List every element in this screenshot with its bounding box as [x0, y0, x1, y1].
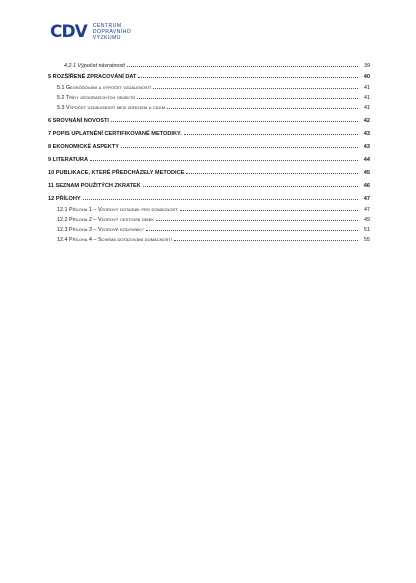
toc-entry-title: 12.1 Příloha 1 – Vzorový dotazník pro domácnost	[57, 207, 178, 213]
toc-leader-dots	[167, 104, 358, 109]
toc-leader-dots	[137, 94, 358, 99]
logo-line: VÝZKUMU	[92, 35, 121, 41]
toc-entry-title: 12.3 Příloha 3 – Vzorové kódovníky	[57, 227, 144, 233]
toc-entry-title: 12.4 Příloha 4 – Schéma dotazování domácnosti	[57, 237, 172, 243]
toc-entry[interactable]	[48, 206, 370, 214]
toc-entry-page: 43	[363, 131, 370, 137]
toc-entry-page: 39	[364, 63, 370, 69]
logo-line: DOPRAVNÍHO	[92, 29, 132, 35]
toc-entry-page: 47	[364, 207, 370, 213]
toc-entry-page: 44	[363, 157, 370, 163]
toc-entry-page: 51	[364, 227, 370, 233]
toc-entry-title: 9 LITERATURA	[48, 157, 88, 163]
toc-entry[interactable]	[48, 216, 370, 224]
toc-leader-dots	[143, 182, 358, 187]
toc-entry-page: 55	[364, 237, 370, 243]
toc-entry[interactable]	[48, 130, 370, 138]
toc-entry[interactable]	[48, 117, 370, 125]
logo-text	[93, 23, 132, 41]
toc-entry-title: 10 PUBLIKACE, KTERÉ PŘEDCHÁZELY METODICE	[48, 170, 185, 176]
toc-entry-page: 41	[364, 105, 370, 111]
toc-entry-page: 45	[363, 170, 370, 176]
toc-leader-dots	[90, 156, 358, 161]
toc-entry-page: 49	[364, 217, 370, 223]
toc-entry-page: 41	[364, 85, 370, 91]
toc-leader-dots	[156, 216, 358, 221]
toc-leader-dots	[121, 143, 358, 148]
logo-mark: CDV	[50, 22, 87, 42]
toc-leader-dots	[174, 236, 358, 241]
toc-leader-dots	[180, 206, 358, 211]
toc-entry[interactable]	[48, 195, 370, 203]
toc-entry[interactable]	[48, 226, 370, 234]
toc-entry-page: 41	[364, 95, 370, 101]
toc-leader-dots	[83, 195, 358, 200]
toc-entry-title: 5.2 Třídy geografických objektů	[57, 95, 136, 101]
cdv-logo	[50, 22, 131, 42]
toc-entry-title: 4.2.1 Výpočet návratnosti	[64, 63, 125, 69]
toc-entry[interactable]	[48, 94, 370, 102]
toc-entry[interactable]	[48, 182, 370, 190]
toc-entry[interactable]	[48, 143, 370, 151]
toc-entry-page: 40	[363, 74, 370, 80]
table-of-contents	[48, 62, 370, 244]
toc-entry-page: 46	[363, 183, 370, 189]
toc-entry-title: 5 ROZŠÍŘENÉ ZPRACOVÁNÍ DAT	[48, 74, 137, 80]
toc-leader-dots	[146, 226, 358, 231]
toc-entry[interactable]	[48, 236, 370, 244]
toc-entry-title: 12 PŘÍLOHY	[48, 196, 81, 202]
toc-entry-title: 7 POPIS UPLATNĚNÍ CERTIFIKOVANÉ METODIKY.	[48, 131, 182, 137]
toc-entry[interactable]	[48, 169, 370, 177]
toc-leader-dots	[138, 73, 358, 78]
toc-entry-title: 11 SEZNAM POUŽITÝCH ZKRATEK	[48, 183, 141, 189]
toc-entry-title: 6 SROVNÁNÍ NOVOSTI	[48, 118, 109, 124]
toc-entry[interactable]	[48, 104, 370, 112]
toc-entry-title: 12.2 Příloha 2 – Vzorový cestovní deník	[57, 217, 155, 223]
toc-leader-dots	[111, 117, 358, 122]
toc-entry-page: 47	[363, 196, 370, 202]
toc-entry[interactable]	[48, 156, 370, 164]
toc-entry[interactable]	[48, 84, 370, 92]
toc-entry-title: 8 EKONOMICKÉ ASPEKTY	[48, 144, 119, 150]
toc-entry[interactable]	[48, 62, 370, 70]
toc-leader-dots	[184, 130, 358, 135]
toc-leader-dots	[127, 62, 358, 67]
toc-leader-dots	[186, 169, 358, 174]
toc-leader-dots	[153, 84, 358, 89]
toc-entry-page: 43	[363, 144, 370, 150]
toc-entry-title: 5.1 Geokódování a výpočet vzdáleností	[57, 85, 152, 91]
logo-line: CENTRUM	[92, 23, 122, 29]
toc-entry[interactable]	[48, 73, 370, 81]
toc-entry-title: 5.3 Výpočet vzdálenosti mezi zdrojem a cílem	[57, 105, 166, 111]
toc-entry-page: 42	[363, 118, 370, 124]
